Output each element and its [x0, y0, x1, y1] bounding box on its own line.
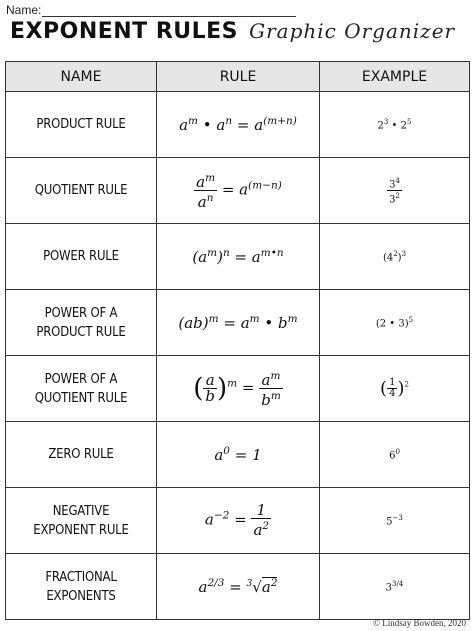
rule-formula: $\frac{a^m}{a^n}$ = $a^{(m-n)}$ — [157, 158, 320, 224]
name-line — [42, 16, 296, 17]
table-row — [6, 290, 470, 356]
rule-name: FRACTIONAL EXPONENTS — [6, 554, 157, 620]
table-row — [6, 158, 470, 224]
table-row — [6, 356, 470, 422]
rule-name: PRODUCT RULE — [6, 92, 157, 158]
page-title — [10, 19, 455, 44]
rule-name: NEGATIVE EXPONENT RULE — [6, 488, 157, 554]
rule-example: $3^{3/4}$ — [320, 554, 470, 620]
rule-formula: $(a^m)^n = a^{m•n}$ — [157, 224, 320, 290]
name-label: Name: — [6, 3, 42, 17]
rule-example: $\frac{3^4}{3^2}$ — [320, 158, 470, 224]
rule-formula: $(ab)^m = a^m$ • $b^m$ — [157, 290, 320, 356]
table-row — [6, 554, 470, 620]
rule-name: POWER OF A PRODUCT RULE — [6, 290, 157, 356]
rule-name: POWER RULE — [6, 224, 157, 290]
table-row — [6, 92, 470, 158]
rule-formula: $a^{-2}$ = $\frac{1}{a^2}$ — [157, 488, 320, 554]
rule-example: ( $\frac{1}{4}$ )$^2$ — [320, 356, 470, 422]
rules-table — [5, 61, 470, 620]
column-header-rule: RULE — [157, 62, 320, 92]
rule-name: QUOTIENT RULE — [6, 158, 157, 224]
header-row — [6, 62, 470, 92]
rule-example: $5^{-3}$ — [320, 488, 470, 554]
rule-formula: ( $\frac{a}{b}$ )$^m$ = $\frac{a^m}{b^m}$ — [157, 356, 320, 422]
column-header-name: NAME — [6, 62, 157, 92]
rule-example: $(4^2)^3$ — [320, 224, 470, 290]
rule-example: $2^3$ • $2^5$ — [320, 92, 470, 158]
rule-name: ZERO RULE — [6, 422, 157, 488]
rule-example: (2 • 3)$^5$ — [320, 290, 470, 356]
title-bold: EXPONENT RULES — [10, 19, 239, 44]
column-header-example: EXAMPLE — [320, 62, 470, 92]
rule-name: POWER OF A QUOTIENT RULE — [6, 356, 157, 422]
rule-formula: $a^{2/3} = ^3√a^2$ — [157, 554, 320, 620]
rule-formula: $a^m$ • $a^n = a^{(m+n)}$ — [157, 92, 320, 158]
table-row — [6, 488, 470, 554]
title-script: Graphic Organizer — [249, 19, 456, 43]
rule-example: $6^0$ — [320, 422, 470, 488]
copyright: © Lindsay Bowden, 2020 — [373, 618, 466, 628]
rule-formula: $a^0 = 1$ — [157, 422, 320, 488]
table-row — [6, 422, 470, 488]
table-row — [6, 224, 470, 290]
